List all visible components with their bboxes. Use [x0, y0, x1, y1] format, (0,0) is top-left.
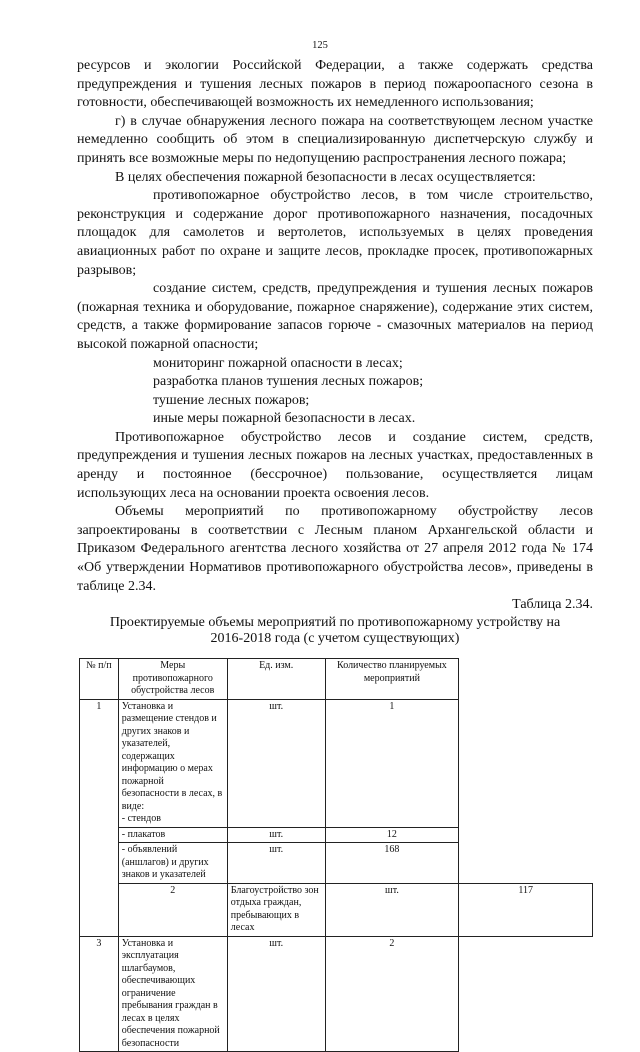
table-row: [80, 699, 593, 827]
paragraph: Противопожарное обустройство лесов и создание систем, средств, предупреждения и тушения лесных пожаров на лесных участках, предоставленных в аренду и постоянное (бессрочное) пользование, осуществляется лицам использующих леса на основании проекта освоения лесов.: [77, 429, 593, 501]
measure-item: создание систем, средств, предупреждения и тушения лесных пожаров (пожарная техника и оборудование, пожарное снаряжение), содержание этих систем, средств, а также формирование запасов горюче - смазочных материалов на период высокой пожарной опасности;: [77, 281, 593, 352]
cell-num: 1: [80, 699, 119, 936]
paragraph: Объемы мероприятий по противопожарному обустройству лесов запроектированы в соответствии с Лесным планом Архангельской области и Приказом Федерального агентства лесного хозяйства от 27 апреля 2012 года № 174 «Об утверждении Нормативов противопожарного обустройства лесов», приведены в таблице 2.34.: [77, 504, 593, 594]
cell-measure: Благоустройство зон отдыха граждан, пребывающих в лесах: [227, 883, 325, 936]
paragraph: В целях обеспечения пожарной безопасности в лесах осуществляется:: [115, 169, 536, 185]
paragraph: ресурсов и экологии Российской Федерации, а также содержать средства предупреждения и тушения лесных пожаров в период пожароопасного сезона в готовности, обеспечивающей возможность их немедленного использования;: [77, 58, 593, 111]
cell-qty: 2: [325, 936, 459, 1052]
cell-qty: 168: [325, 843, 459, 884]
table-row: [80, 936, 593, 1052]
measure-item: противопожарное обустройство лесов, в том числе строительство, реконструкция и содержание дорог противопожарного назначения, посадочных площадок для самолетов и вертолетов, используемых в целях проведения авиационных работ по охране и защите лесов, прокладке просек, противопожарных разрывов;: [77, 188, 593, 278]
cell-unit: шт.: [227, 827, 325, 843]
header-num: № п/п: [80, 659, 119, 700]
table-title-continued: 2016-2018 года (с учетом существующих): [210, 630, 460, 646]
table-row: [80, 883, 593, 936]
table-label: Таблица 2.34.: [512, 597, 593, 613]
table-title: Проектируемые объемы мероприятий по противопожарному устройству на: [109, 614, 561, 630]
table-row: [80, 827, 593, 843]
header-unit: Ед. изм.: [227, 659, 325, 700]
cell-qty: 12: [325, 827, 459, 843]
measure-item: тушение лесных пожаров;: [153, 392, 310, 408]
cell-unit: шт.: [227, 699, 325, 827]
measures-table: [79, 658, 593, 1052]
document-body: [77, 57, 593, 647]
cell-measure: Установка и размещение стендов и других знаков и указателей, содержащих информацию о мерах пожарной безопасности в лесах, в виде: - стендов: [118, 699, 227, 827]
cell-unit: шт.: [227, 843, 325, 884]
table-row: [80, 843, 593, 884]
header-measure: Меры противопожарного обустройства лесов: [118, 659, 227, 700]
paragraph: г) в случае обнаружения лесного пожара на соответствующем лесном участке немедленно сообщить об этом в специализированную диспетчерскую службу и принять все возможные меры по недопущению распространения лесного пожара;: [77, 113, 593, 166]
cell-measure: Установка и эксплуатация шлагбаумов, обеспечивающих ограничение пребывания граждан в лесах в целях обеспечения пожарной безопасности: [118, 936, 227, 1052]
cell-qty: 117: [459, 883, 593, 936]
cell-measure: - плакатов: [118, 827, 227, 843]
cell-unit: шт.: [325, 883, 459, 936]
cell-num: 2: [118, 883, 227, 936]
measure-item: иные меры пожарной безопасности в лесах.: [153, 411, 416, 427]
table-header-row: [80, 659, 593, 700]
header-qty: Количество планируемых мероприятий: [325, 659, 459, 700]
measure-item: мониторинг пожарной опасности в лесах;: [153, 355, 403, 371]
cell-measure-sub: - стендов: [121, 813, 161, 824]
cell-unit: шт.: [227, 936, 325, 1052]
cell-qty: 1: [325, 699, 459, 827]
measure-item: разработка планов тушения лесных пожаров;: [153, 374, 424, 390]
page-number: 125: [312, 40, 328, 51]
cell-num: 3: [80, 936, 119, 1052]
cell-measure: - объявлений (аншлагов) и других знаков и указателей: [118, 843, 227, 884]
